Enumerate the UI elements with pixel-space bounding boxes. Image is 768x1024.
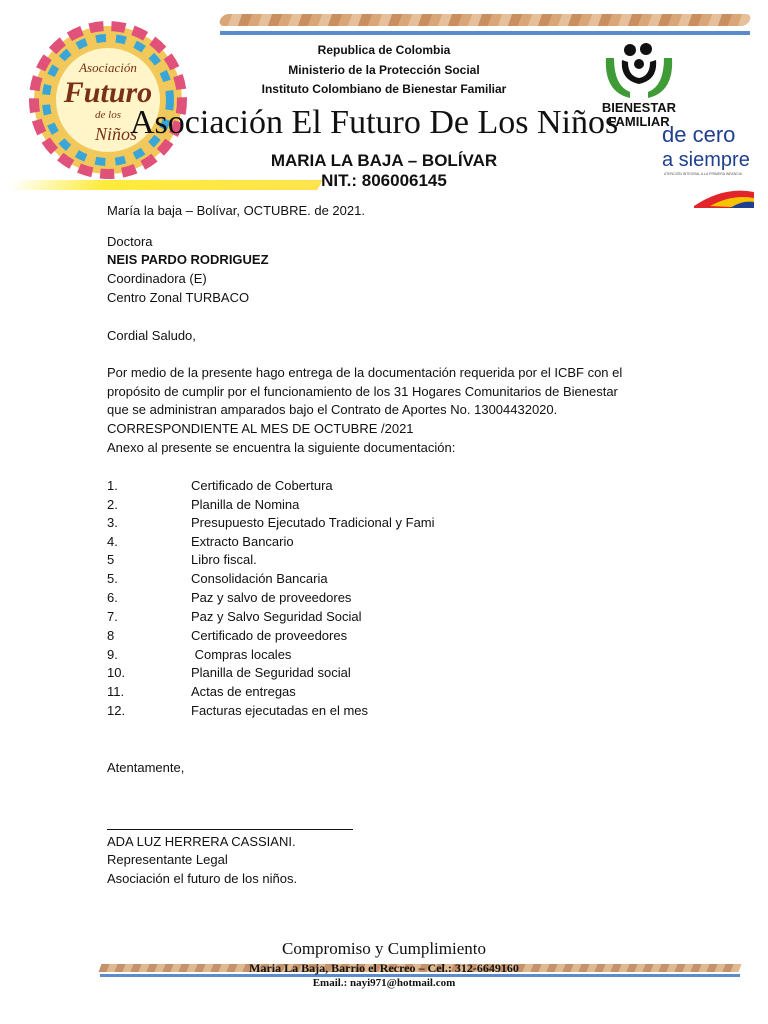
svg-text:ATENCIÓN INTEGRAL A LA PRIMERA: ATENCIÓN INTEGRAL A LA PRIMERA INFANCIA <box>664 172 742 176</box>
organization-title: Asociación El Futuro De Los Niños <box>130 104 619 141</box>
footer-address: Maria La Baja, Barrio el Recreo – Cel.: 312-6649160 <box>249 961 519 975</box>
list-item-number: 2. <box>107 497 118 512</box>
list-item-number: 9. <box>107 647 118 662</box>
recipient-center: Centro Zonal TURBACO <box>107 290 250 305</box>
list-item-text: Libro fiscal. <box>191 552 257 567</box>
header-decorative-band <box>218 14 752 26</box>
nit-heading: NIT.: 806006145 <box>321 171 447 190</box>
location-heading: MARIA LA BAJA – BOLÍVAR <box>270 151 498 170</box>
list-item-text: Facturas ejecutadas en el mes <box>191 703 369 718</box>
signer-role: Representante Legal <box>107 852 228 867</box>
list-item-text: Extracto Bancario <box>191 534 294 549</box>
svg-text:Asociación: Asociación <box>79 60 137 75</box>
svg-text:FAMILIAR: FAMILIAR <box>608 114 670 128</box>
header-ministry: Ministerio de la Protección Social <box>288 63 480 77</box>
footer-motto: Compromiso y Cumplimiento <box>281 939 486 958</box>
list-item-text: Actas de entregas <box>191 684 296 699</box>
svg-text:BIENESTAR: BIENESTAR <box>601 100 677 115</box>
closing: Atentamente, <box>107 760 185 775</box>
list-item-number: 12. <box>107 703 126 718</box>
svg-text:Niños: Niños <box>94 124 138 144</box>
recipient-name: NEIS PARDO RODRIGUEZ <box>107 252 269 267</box>
footer-email: Email.: nayi971@hotmail.com <box>312 977 456 989</box>
list-item-number: 10. <box>107 665 126 680</box>
list-item-number: 1. <box>107 478 118 493</box>
letter-date: María la baja – Bolívar, OCTUBRE. de 2021. <box>107 203 365 218</box>
list-item-number: 3. <box>107 515 118 530</box>
signer-organization: Asociación el futuro de los niños. <box>107 871 298 886</box>
list-item-text: Certificado de Cobertura <box>191 478 333 493</box>
svg-text:a siempre: a siempre <box>662 149 750 171</box>
paragraph-line: que se administran amparados bajo el Contrato de Aportes No. 13004432020. <box>107 402 558 417</box>
list-item-number: 5 <box>107 552 115 567</box>
greeting: Cordial Saludo, <box>107 328 196 343</box>
list-item-number: 7. <box>107 609 118 624</box>
list-item-text: Paz y salvo de proveedores <box>191 590 352 605</box>
list-item-text: Consolidación Bancaria <box>191 571 328 586</box>
list-item-text: Paz y Salvo Seguridad Social <box>191 609 362 624</box>
svg-text:de cero: de cero <box>662 122 736 147</box>
svg-text:Futuro: Futuro <box>63 76 153 109</box>
list-item-text: Planilla de Nomina <box>191 497 300 512</box>
recipient-role: Coordinadora (E) <box>107 271 207 286</box>
recipient-title: Doctora <box>107 234 153 249</box>
paragraph-line: propósito de cumplir por el funcionamiento de los 31 Hogares Comunitarios de Bienestar <box>107 384 618 399</box>
list-item-number: 11. <box>107 684 125 699</box>
list-item-number: 5. <box>107 571 118 586</box>
header-institute: Instituto Colombiano de Bienestar Familiar <box>261 82 507 96</box>
signer-name: ADA LUZ HERRERA CASSIANI. <box>107 834 296 849</box>
list-item-text: Certificado de proveedores <box>191 628 348 643</box>
svg-text:de los: de los <box>95 109 121 121</box>
list-item-number: 6. <box>107 590 118 605</box>
list-item-number: 8 <box>107 628 115 643</box>
header-country: Republica de Colombia <box>317 43 451 57</box>
paragraph-line: CORRESPONDIENTE AL MES DE OCTUBRE /2021 <box>107 421 414 436</box>
signature-line <box>107 829 353 830</box>
paragraph-line: Por medio de la presente hago entrega de la documentación requerida por el ICBF con el <box>107 365 623 380</box>
paragraph-line: Anexo al presente se encuentra la siguiente documentación: <box>107 440 456 455</box>
header-blue-line <box>220 31 750 35</box>
list-item-text: Presupuesto Ejecutado Tradicional y Fami <box>191 515 435 530</box>
list-item-text: Planilla de Seguridad social <box>191 665 351 680</box>
list-item-text: Compras locales <box>191 647 292 662</box>
list-item-number: 4. <box>107 534 118 549</box>
